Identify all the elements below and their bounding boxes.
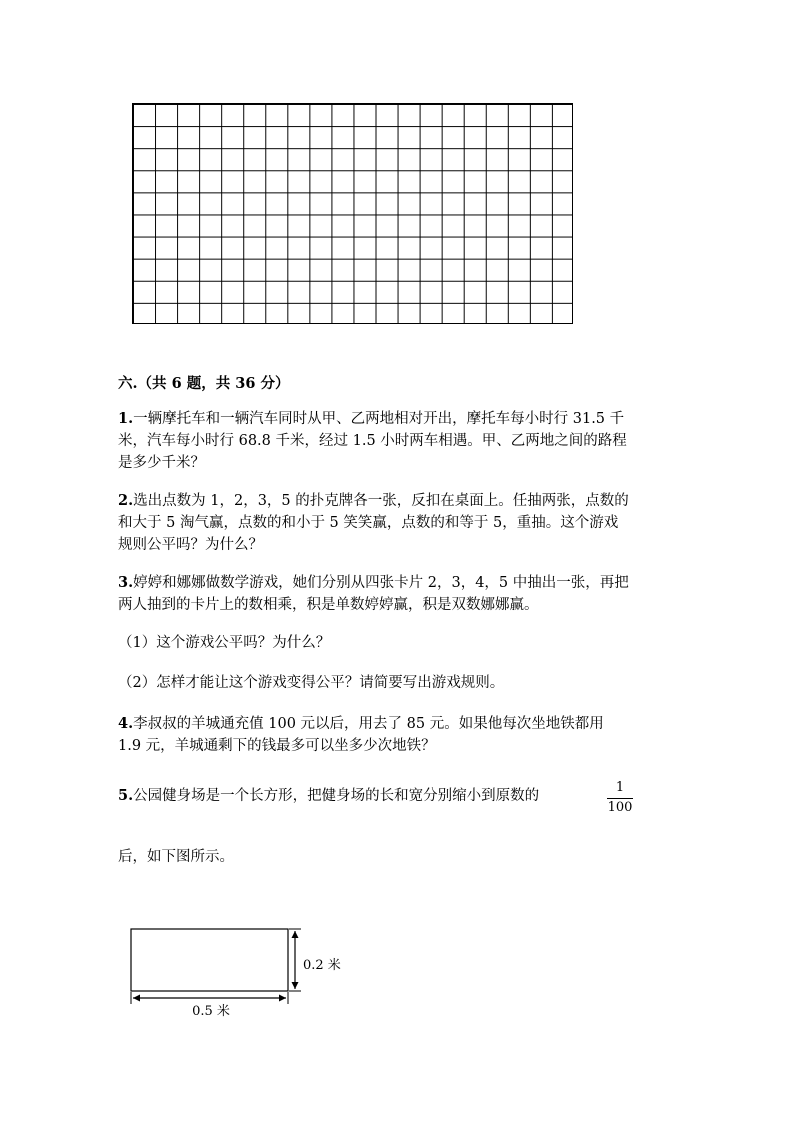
question-3: 3.婷婷和娜娜做数学游戏，她们分别从四张卡片 2，3，4，5 中抽出一张，再把 两人抽到的卡片上的数相乘，积是单数婷婷赢，积是双数娜娜赢。 bbox=[118, 574, 629, 613]
width-label: 0.5 米 bbox=[192, 1004, 230, 1019]
fraction-numerator: 1 bbox=[615, 780, 625, 795]
question-2: 2.选出点数为 1，2，3，5 的扑克牌各一张，反扣在桌面上。任抽两张，点数的 和大于 5 淘气赢，点数的和小于 5 笑笑赢，点数的和等于 5，重抽。这个游戏 规则公平吗？为什么？ bbox=[118, 492, 629, 553]
question-5-continued: 后，如下图所示。 bbox=[118, 849, 234, 865]
fraction-denominator: 100 bbox=[607, 800, 633, 815]
question-4: 4.李叔叔的羊城通充值 100 元以后，用去了 85 元。如果他每次坐地铁都用 1.9 元，羊城通剩下的钱最多可以坐多少次地铁？ bbox=[118, 715, 604, 754]
park-rectangle bbox=[131, 929, 288, 991]
question-1: 1.一辆摩托车和一辆汽车同时从甲、乙两地相对开出，摩托车每小时行 31.5 千 米，汽车每小时行 68.8 千米，经过 1.5 小时两车相遇。甲、乙两地之间的路程 是多少千米？ bbox=[118, 410, 627, 471]
question-5: 5.公园健身场是一个长方形，把健身场的长和宽分别缩小到原数的 bbox=[118, 787, 540, 804]
height-label: 0.2 米 bbox=[303, 958, 341, 973]
question-3-part-1: （1）这个游戏公平吗？为什么？ bbox=[118, 635, 331, 651]
question-3-part-2: （2）怎样才能让这个游戏变得公平？请简要写出游戏规则。 bbox=[118, 675, 505, 691]
section-title: 六.（共 6 题，共 36 分） bbox=[118, 375, 290, 392]
